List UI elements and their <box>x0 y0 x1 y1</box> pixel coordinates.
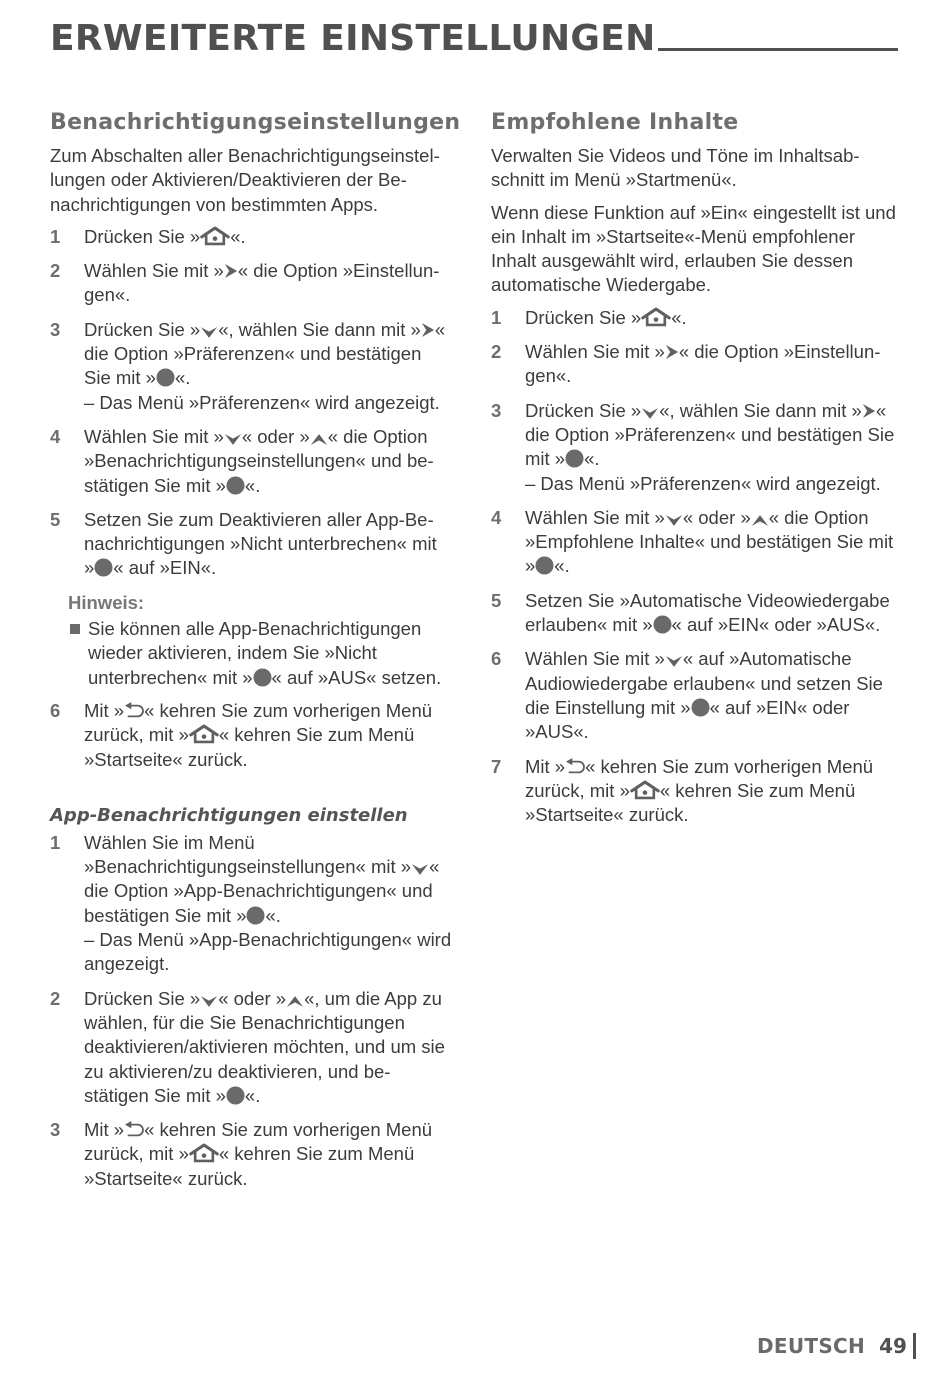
arrow-down-icon <box>224 433 242 446</box>
note-box <box>68 591 452 690</box>
ok-button-icon <box>94 558 113 577</box>
step-3 <box>491 399 901 496</box>
ok-button-icon <box>535 556 554 575</box>
section-heading-recommended: Empfohlene Inhalte <box>491 110 739 135</box>
step-7 <box>491 755 901 828</box>
step-number: 2 <box>50 987 61 1009</box>
footer-language: DEUTSCH <box>757 1334 866 1358</box>
page-number: 49 <box>879 1333 916 1359</box>
arrow-down-icon <box>665 655 683 668</box>
step-number: 5 <box>491 589 502 611</box>
step-number: 4 <box>491 506 502 528</box>
step-number: 2 <box>50 260 61 282</box>
arrow-up-icon <box>310 433 328 446</box>
section-heading-notifications: Benachrichtigungseinstellungen <box>50 110 461 135</box>
arrow-down-icon <box>200 326 218 339</box>
arrow-down-icon <box>641 407 659 420</box>
step-6 <box>491 647 901 744</box>
step-text: Setzen Sie »Automatische Videowiedergabe erlauben« mit » « auf »EIN« oder »AUS«. <box>525 589 890 636</box>
step-number: 1 <box>50 225 61 247</box>
ok-button-icon <box>156 368 175 387</box>
note-text: Sie können alle App-Benachrichtigungen wieder aktivieren, indem Sie »Nicht unterbrechen« mit » « auf »AUS« setzen. <box>88 618 442 688</box>
home-icon <box>641 307 671 327</box>
square-bullet-icon <box>70 624 80 634</box>
step-number: 6 <box>491 648 502 670</box>
home-icon <box>200 226 230 246</box>
step-text: Wählen Sie mit » « oder » « die Option »Empfohlene Inhalte« und bestätigen Sie mit » «. <box>525 506 894 577</box>
step-number: 4 <box>50 425 61 447</box>
step-1 <box>491 306 901 330</box>
step-1 <box>50 225 452 249</box>
step-result: – Das Menü »Präferenzen« wird angezeigt. <box>84 391 440 413</box>
step-text: Drücken Sie » «. <box>84 225 246 247</box>
arrow-down-icon <box>411 863 429 876</box>
step-3 <box>50 318 452 415</box>
arrow-up-icon <box>286 995 304 1008</box>
intro-text-2: Wenn diese Funktion auf »Ein« eingestellt ist und ein Inhalt im »Startseite«-Menü empfohlener Inhalt ausgewählt wird, erlauben Sie dessen automatische Wiedergabe. <box>491 201 896 296</box>
note-title: Hinweis: <box>68 591 145 613</box>
step-number: 3 <box>50 1119 61 1141</box>
arrow-up-icon <box>751 514 769 527</box>
sub-step-3 <box>50 1118 452 1191</box>
step-5 <box>50 508 452 581</box>
step-number: 7 <box>491 755 502 777</box>
step-result: – Das Menü »App-Benachrichtigungen« wird angezeigt. <box>84 929 452 975</box>
step-number: 6 <box>50 699 61 721</box>
back-icon <box>124 1121 144 1139</box>
ok-button-icon <box>226 1086 245 1105</box>
step-text: Setzen Sie zum Deaktivieren aller App-Be-nachrichtigungen »Nicht unterbrechen« mit » « auf »EIN«. <box>84 508 437 579</box>
arrow-down-icon <box>665 514 683 527</box>
arrow-right-icon <box>862 402 876 420</box>
right-column <box>491 108 901 837</box>
note-item <box>68 617 452 690</box>
step-text: Drücken Sie » «, wählen Sie dann mit » « die Option »Präferenzen« und bestätigen Sie mit » «. – Das Menü »Präferenzen« wird angezeigt. <box>525 399 895 494</box>
step-number: 3 <box>50 318 61 340</box>
ok-button-icon <box>653 615 672 634</box>
intro-text: Verwalten Sie Videos und Töne im Inhaltsab-schnitt im Menü »Startmenü«. <box>491 145 860 191</box>
step-2 <box>50 259 452 308</box>
home-icon <box>630 780 660 800</box>
ok-button-icon <box>565 449 584 468</box>
home-icon <box>189 724 219 744</box>
page-footer <box>757 1333 916 1359</box>
page-header <box>50 18 898 59</box>
sub-step-2 <box>50 987 452 1108</box>
ok-button-icon <box>253 668 272 687</box>
step-5 <box>491 589 901 638</box>
arrow-right-icon <box>224 262 238 280</box>
left-column <box>50 108 461 1201</box>
step-2 <box>491 340 901 389</box>
step-4 <box>491 506 901 579</box>
ok-button-icon <box>691 698 710 717</box>
sub-step-1 <box>50 831 452 977</box>
arrow-down-icon <box>200 995 218 1008</box>
step-text: Wählen Sie mit » « auf »Automatische Audiowiedergabe erlauben« und setzen Sie die Einstellung mit » « auf »EIN« oder »AUS«. <box>525 648 883 743</box>
intro-text: Zum Abschalten aller Benachrichtigungseinstel-lungen oder Aktivieren/Deaktivieren der Be-nachrichtigungen von bestimmten Apps. <box>50 145 440 215</box>
step-text: Drücken Sie » «. <box>525 306 687 328</box>
page-title: ERWEITERTE EINSTELLUNGEN <box>50 18 656 59</box>
step-text: Wählen Sie mit » « oder » « die Option »Benachrichtigungseinstellungen« und be-stätigen Sie mit » «. <box>84 425 434 496</box>
back-icon <box>565 758 585 776</box>
step-text: Wählen Sie mit » « die Option »Einstellun-gen«. <box>525 341 881 387</box>
ok-button-icon <box>246 906 265 925</box>
arrow-right-icon <box>665 343 679 361</box>
subsection-heading-app-notifications: App-Benachrichtigungen einstellen <box>50 804 408 826</box>
step-number: 2 <box>491 341 502 363</box>
arrow-right-icon <box>421 321 435 339</box>
step-text: Mit » « kehren Sie zum vorherigen Menü zurück, mit » « kehren Sie zum Menü »Startseite« zurück. <box>84 699 433 770</box>
step-4 <box>50 425 452 498</box>
ok-button-icon <box>226 476 245 495</box>
step-number: 1 <box>50 831 61 853</box>
back-icon <box>124 702 144 720</box>
step-result: – Das Menü »Präferenzen« wird angezeigt. <box>525 472 881 494</box>
step-text: Drücken Sie » « oder » «, um die App zu wählen, für die Sie Benachrichtigungen deaktivieren/aktivieren möchten, und um sie zu aktivieren/zu deaktivieren, und be-stätigen Sie mit » «. <box>84 987 445 1106</box>
step-number: 3 <box>491 399 502 421</box>
step-text: Mit » « kehren Sie zum vorherigen Menü zurück, mit » « kehren Sie zum Menü »Startseite« zurück. <box>84 1119 433 1189</box>
step-text: Wählen Sie mit » « die Option »Einstellun-gen«. <box>84 260 440 306</box>
home-icon <box>189 1143 219 1163</box>
title-rule <box>658 48 898 51</box>
step-6 <box>50 699 452 772</box>
step-number: 1 <box>491 306 502 328</box>
step-text: Mit » « kehren Sie zum vorherigen Menü zurück, mit » « kehren Sie zum Menü »Startseite« zurück. <box>525 755 874 826</box>
step-text: Drücken Sie » «, wählen Sie dann mit » « die Option »Präferenzen« und bestätigen Sie mit » «. – Das Menü »Präferenzen« wird angezeigt. <box>84 318 446 413</box>
step-text: Wählen Sie im Menü »Benachrichtigungseinstellungen« mit » « die Option »App-Benachrichtigungen« und bestätigen Sie mit » «. – Das Menü »App-Benachrichtigungen« wird angezeigt. <box>84 831 452 975</box>
step-number: 5 <box>50 508 61 530</box>
